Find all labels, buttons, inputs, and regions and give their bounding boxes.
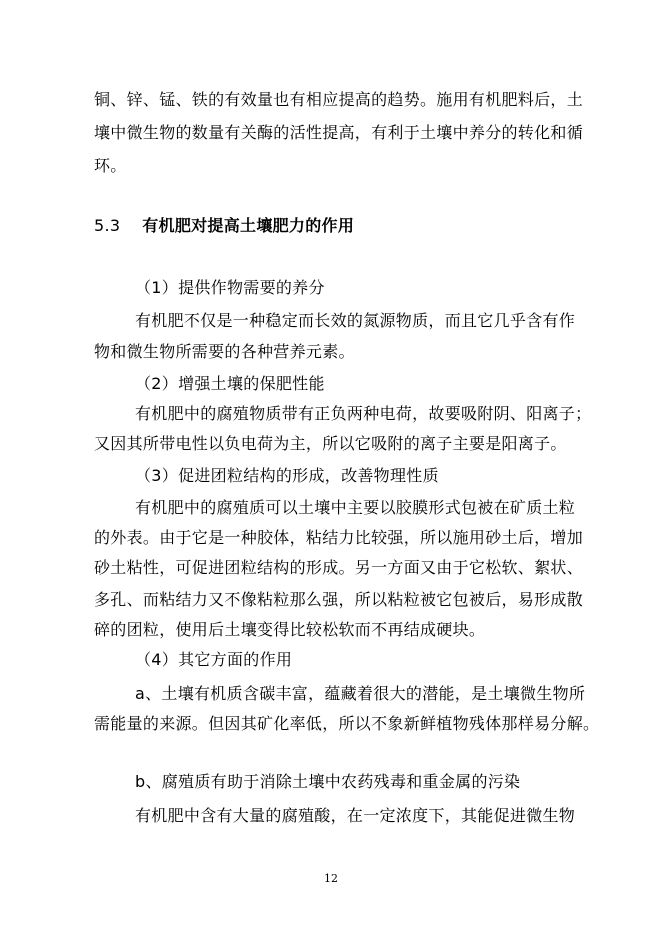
paragraph-line: 碎的团粒，使用后土壤变得比较松软而不再结成硬块。	[94, 620, 486, 639]
item-heading: （1）提供作物需要的养分	[135, 278, 325, 297]
item-heading: （2）增强土壤的保肥性能	[135, 374, 325, 393]
paragraph-line: 又因其所带电性以负电荷为主，所以它吸附的离子主要是阳离子。	[94, 434, 567, 453]
section-number: 5.3	[94, 216, 121, 235]
page-number: 12	[324, 872, 338, 885]
subsection-heading: b、腐殖质有助于消除土壤中农药残毒和重金属的污染	[135, 772, 521, 791]
item-heading: （4）其它方面的作用	[135, 650, 293, 669]
section-heading	[94, 216, 354, 236]
paragraph-line: a、土壤有机质含碳丰富，蕴藏着很大的潜能，是土壤微生物所	[135, 684, 586, 703]
paragraph-line: 铜、锌、锰、铁的有效量也有相应提高的趋势。施用有机肥料后，土	[94, 90, 584, 109]
paragraph-line: 的外表。由于它是一种胶体，粘结力比较强，所以施用砂土后，增加	[94, 528, 584, 547]
paragraph-line: 多孔、而粘结力又不像粘粒那么强，所以粘粒被它包被后，易形成散	[94, 590, 584, 609]
paragraph-line: 有机肥中含有大量的腐殖酸，在一定浓度下，其能促进微生物	[135, 806, 576, 825]
paragraph-line: 有机肥不仅是一种稳定而长效的氮源物质，而且它几乎含有作	[135, 311, 576, 330]
section-title: 有机肥对提高土壤肥力的作用	[142, 216, 355, 235]
paragraph-line: 砂土粘性，可促进团粒结构的形成。另一方面又由于它松软、絮状、	[94, 558, 584, 577]
paragraph-line: 物和微生物所需要的各种营养元素。	[94, 342, 355, 361]
paragraph-line: 需能量的来源。但因其矿化率低，所以不象新鲜植物残体那样易分解。	[94, 714, 600, 733]
paragraph-line: 有机肥中的腐殖质可以土壤中主要以胶膜形式包被在矿质土粒	[135, 498, 576, 517]
paragraph-line: 有机肥中的腐殖物质带有正负两种电荷，故要吸附阴、阳离子；	[135, 404, 592, 423]
paragraph-line: 环。	[94, 156, 127, 175]
paragraph-line: 壤中微生物的数量有关酶的活性提高，有利于土壤中养分的转化和循	[94, 123, 584, 142]
item-heading: （3）促进团粒结构的形成，改善物理性质	[135, 466, 439, 485]
